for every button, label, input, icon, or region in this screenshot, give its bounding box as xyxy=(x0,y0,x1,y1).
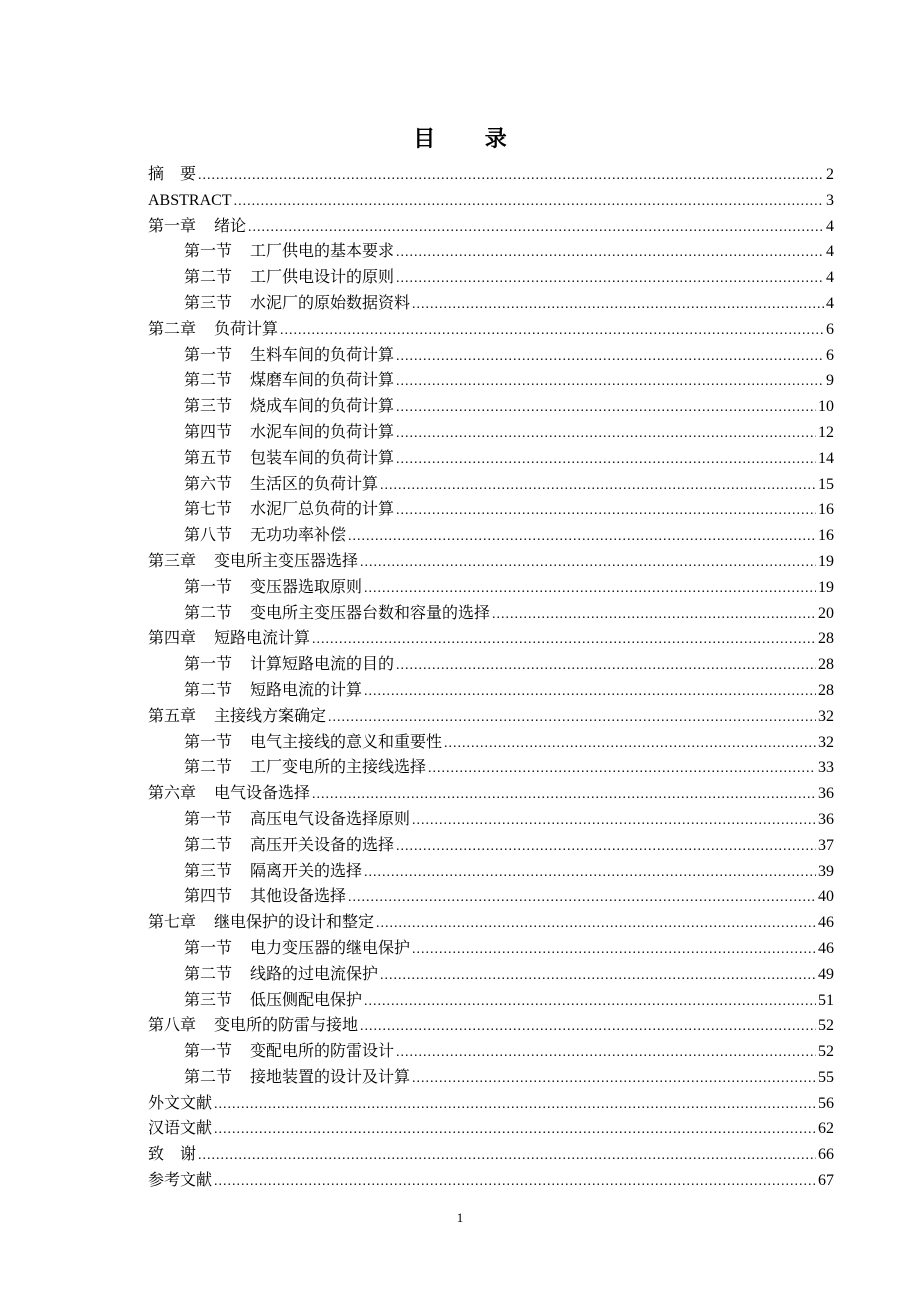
toc-chapter-entry[interactable] xyxy=(148,162,834,188)
toc-leader-dots xyxy=(492,602,816,628)
toc-entry-number: 第二节 xyxy=(184,372,233,390)
toc-page-number: 16 xyxy=(818,501,834,519)
toc-leader-dots xyxy=(380,963,816,989)
toc-entry-label xyxy=(148,317,278,343)
toc-chapter-entry[interactable] xyxy=(148,214,834,240)
toc-entry-number: 第一节 xyxy=(184,1043,233,1061)
toc-page-number: 4 xyxy=(826,243,834,261)
toc-entry-number: 第四节 xyxy=(184,888,233,906)
toc-section-entry[interactable] xyxy=(148,575,834,601)
toc-section-entry[interactable] xyxy=(148,988,834,1014)
toc-page-number: 20 xyxy=(818,604,834,622)
toc-entry-title: 水泥厂的原始数据资料 xyxy=(250,294,411,312)
toc-page-number: 51 xyxy=(818,991,834,1009)
toc-page-number: 52 xyxy=(818,1017,834,1035)
toc-entry-number: 第三节 xyxy=(184,398,233,416)
toc-entry-label xyxy=(184,601,490,627)
toc-section-entry[interactable] xyxy=(148,239,834,265)
toc-entry-number: 第二节 xyxy=(184,269,233,287)
toc-entry-title: 生活区的负荷计算 xyxy=(250,475,379,493)
toc-chapter-entry[interactable] xyxy=(148,317,834,343)
toc-entry-label xyxy=(148,1013,358,1039)
toc-page-number: 33 xyxy=(818,759,834,777)
toc-entry-number: 第二节 xyxy=(184,681,233,699)
toc-entry-number: 第八章 xyxy=(148,1017,197,1035)
toc-entry-label xyxy=(184,523,346,549)
toc-entry-label xyxy=(148,626,310,652)
toc-page-number: 4 xyxy=(826,294,834,312)
toc-entry-label xyxy=(184,239,394,265)
toc-entry-title: 变电所主变压器台数和容量的选择 xyxy=(250,604,491,622)
toc-section-entry[interactable] xyxy=(148,884,834,910)
toc-entry-title: 计算短路电流的目的 xyxy=(250,656,395,674)
toc-entry-label xyxy=(184,807,410,833)
toc-entry-label xyxy=(148,214,246,240)
toc-leader-dots xyxy=(198,163,824,189)
toc-page-number: 6 xyxy=(826,346,834,364)
toc-page-number: 6 xyxy=(826,320,834,338)
toc-page-number: 32 xyxy=(818,733,834,751)
toc-page-number: 66 xyxy=(818,1146,834,1164)
toc-entry-label xyxy=(184,859,362,885)
toc-entry-title: 电气主接线的意义和重要性 xyxy=(250,733,443,751)
toc-entry-number: 外文文献 xyxy=(148,1094,213,1112)
toc-page-number: 39 xyxy=(818,862,834,880)
toc-page-number: 67 xyxy=(818,1172,834,1190)
toc-leader-dots xyxy=(396,266,824,292)
toc-leader-dots xyxy=(396,653,816,679)
toc-section-entry[interactable] xyxy=(148,859,834,885)
toc-entry-number: 第二节 xyxy=(184,836,233,854)
toc-entry-number: 第一节 xyxy=(184,243,233,261)
toc-entry-number: 第八节 xyxy=(184,527,233,545)
toc-page-number: 46 xyxy=(818,914,834,932)
toc-leader-dots xyxy=(396,240,824,266)
toc-entry-number: 致 谢 xyxy=(148,1146,197,1164)
toc-leader-dots xyxy=(328,705,816,731)
toc-entry-label xyxy=(184,962,378,988)
toc-entry-title: 负荷计算 xyxy=(214,320,279,338)
toc-entry-number: 第二节 xyxy=(184,965,233,983)
toc-entry-number: 参考文献 xyxy=(148,1172,213,1190)
toc-entry-title: 其他设备选择 xyxy=(250,888,347,906)
toc-entry-label xyxy=(148,704,326,730)
toc-entry-title: 高压电气设备选择原则 xyxy=(250,810,411,828)
toc-section-entry[interactable] xyxy=(148,368,834,394)
table-of-contents xyxy=(148,162,834,1194)
toc-entry-number: 第一节 xyxy=(184,346,233,364)
toc-entry-label xyxy=(148,1168,212,1194)
toc-entry-number: 第七节 xyxy=(184,501,233,519)
toc-entry-label xyxy=(184,1065,410,1091)
toc-entry-title: 绪论 xyxy=(214,217,247,235)
toc-chapter-entry[interactable] xyxy=(148,781,834,807)
toc-leader-dots xyxy=(396,395,816,421)
toc-entry-number: 第一节 xyxy=(184,578,233,596)
toc-page-number: 46 xyxy=(818,939,834,957)
toc-page-number: 28 xyxy=(818,630,834,648)
toc-entry-title: 变电所主变压器选择 xyxy=(214,552,359,570)
toc-page-number: 28 xyxy=(818,681,834,699)
toc-entry-number: ABSTRACT xyxy=(148,191,232,209)
toc-entry-title: 水泥车间的负荷计算 xyxy=(250,423,395,441)
toc-page-number: 37 xyxy=(818,836,834,854)
toc-section-entry[interactable] xyxy=(148,652,834,678)
toc-page-number: 62 xyxy=(818,1120,834,1138)
toc-entry-number: 第二章 xyxy=(148,320,197,338)
toc-entry-title: 变电所的防雷与接地 xyxy=(214,1017,359,1035)
toc-page-number: 19 xyxy=(818,578,834,596)
toc-entry-title: 工厂变电所的主接线选择 xyxy=(250,759,427,777)
toc-section-entry[interactable] xyxy=(148,962,834,988)
toc-leader-dots xyxy=(348,524,816,550)
toc-entry-number: 第二节 xyxy=(184,1068,233,1086)
toc-section-entry[interactable] xyxy=(148,678,834,704)
toc-entry-number: 摘 要 xyxy=(148,166,197,183)
toc-entry-number: 第三节 xyxy=(184,294,233,312)
toc-section-entry[interactable] xyxy=(148,472,834,498)
toc-entry-label xyxy=(184,575,362,601)
toc-entry-title: 生料车间的负荷计算 xyxy=(250,346,395,364)
toc-entry-label xyxy=(184,652,394,678)
toc-page-number: 36 xyxy=(818,810,834,828)
toc-leader-dots xyxy=(412,292,824,318)
toc-entry-title: 电力变压器的继电保护 xyxy=(250,939,411,957)
toc-entry-label xyxy=(184,884,346,910)
toc-entry-title: 煤磨车间的负荷计算 xyxy=(250,372,395,390)
toc-leader-dots xyxy=(396,834,816,860)
toc-leader-dots xyxy=(396,447,816,473)
toc-chapter-entry[interactable] xyxy=(148,704,834,730)
toc-entry-title: 接地装置的设计及计算 xyxy=(250,1068,411,1086)
toc-entry-label xyxy=(184,394,394,420)
toc-entry-label xyxy=(148,910,374,936)
toc-entry-label xyxy=(184,472,378,498)
toc-entry-label xyxy=(184,988,362,1014)
toc-entry-number: 第二节 xyxy=(184,604,233,622)
toc-entry-label xyxy=(148,1116,212,1142)
toc-entry-number: 第一节 xyxy=(184,810,233,828)
toc-chapter-entry[interactable] xyxy=(148,910,834,936)
toc-entry-title: 短路电流计算 xyxy=(214,630,311,648)
toc-entry-title: 高压开关设备的选择 xyxy=(250,836,395,854)
toc-leader-dots xyxy=(312,627,816,653)
toc-section-entry[interactable] xyxy=(148,265,834,291)
toc-leader-dots xyxy=(234,189,824,215)
toc-page-number: 40 xyxy=(818,888,834,906)
toc-entry-label xyxy=(148,162,196,188)
toc-page-number: 12 xyxy=(818,423,834,441)
toc-page-number: 9 xyxy=(826,372,834,390)
toc-leader-dots xyxy=(396,369,824,395)
toc-leader-dots xyxy=(364,576,816,602)
toc-entry-label xyxy=(184,497,394,523)
toc-entry-label xyxy=(148,1142,196,1168)
toc-section-entry[interactable] xyxy=(148,446,834,472)
toc-entry-number: 第一节 xyxy=(184,656,233,674)
toc-chapter-entry[interactable] xyxy=(148,549,834,575)
toc-page-number: 15 xyxy=(818,475,834,493)
toc-entry-label xyxy=(148,188,232,214)
toc-entry-label xyxy=(184,1039,394,1065)
toc-entry-label xyxy=(148,549,358,575)
toc-chapter-entry[interactable] xyxy=(148,188,834,214)
toc-section-entry[interactable] xyxy=(148,394,834,420)
toc-entry-title: 隔离开关的选择 xyxy=(250,862,363,880)
toc-page-number: 28 xyxy=(818,656,834,674)
toc-section-entry[interactable] xyxy=(148,497,834,523)
toc-entry-title: 水泥厂总负荷的计算 xyxy=(250,501,395,519)
toc-chapter-entry[interactable] xyxy=(148,1142,834,1168)
toc-page-number: 55 xyxy=(818,1068,834,1086)
toc-leader-dots xyxy=(214,1169,816,1195)
toc-entry-number: 第一节 xyxy=(184,939,233,957)
toc-section-entry[interactable] xyxy=(148,291,834,317)
toc-section-entry[interactable] xyxy=(148,807,834,833)
toc-entry-number: 第三节 xyxy=(184,862,233,880)
toc-leader-dots xyxy=(396,498,816,524)
toc-entry-number: 汉语文献 xyxy=(148,1120,213,1138)
toc-page-number: 52 xyxy=(818,1043,834,1061)
toc-leader-dots xyxy=(364,679,816,705)
toc-entry-number: 第一节 xyxy=(184,733,233,751)
toc-entry-title: 短路电流的计算 xyxy=(250,681,363,699)
document-title: 目 录 xyxy=(413,126,529,151)
toc-section-entry[interactable] xyxy=(148,755,834,781)
toc-page-number: 10 xyxy=(818,398,834,416)
toc-entry-title: 主接线方案确定 xyxy=(214,707,327,725)
toc-entry-label xyxy=(184,291,410,317)
toc-entry-label xyxy=(184,730,442,756)
toc-leader-dots xyxy=(396,344,824,370)
toc-page-number: 3 xyxy=(826,191,834,209)
toc-entry-number: 第三节 xyxy=(184,991,233,1009)
toc-entry-number: 第四章 xyxy=(148,630,197,648)
toc-section-entry[interactable] xyxy=(148,420,834,446)
toc-leader-dots xyxy=(428,756,816,782)
toc-entry-number: 第七章 xyxy=(148,914,197,932)
toc-chapter-entry[interactable] xyxy=(148,1013,834,1039)
toc-section-entry[interactable] xyxy=(148,343,834,369)
toc-leader-dots xyxy=(312,782,816,808)
toc-entry-number: 第四节 xyxy=(184,423,233,441)
toc-leader-dots xyxy=(214,1092,816,1118)
toc-entry-title: 工厂供电的基本要求 xyxy=(250,243,395,261)
toc-chapter-entry[interactable] xyxy=(148,1168,834,1194)
toc-leader-dots xyxy=(248,215,824,241)
toc-entry-number: 第二节 xyxy=(184,759,233,777)
toc-page-number: 32 xyxy=(818,707,834,725)
toc-leader-dots xyxy=(444,731,816,757)
toc-leader-dots xyxy=(396,1040,816,1066)
page-number: 1 xyxy=(456,1210,464,1225)
toc-section-entry[interactable] xyxy=(148,833,834,859)
toc-leader-dots xyxy=(364,989,816,1015)
toc-section-entry[interactable] xyxy=(148,1039,834,1065)
toc-entry-label xyxy=(184,343,394,369)
toc-section-entry[interactable] xyxy=(148,730,834,756)
toc-page-number: 2 xyxy=(826,166,834,183)
toc-page-number: 56 xyxy=(818,1094,834,1112)
toc-entry-label xyxy=(184,678,362,704)
toc-chapter-entry[interactable] xyxy=(148,1091,834,1117)
toc-entry-label xyxy=(184,368,394,394)
toc-leader-dots xyxy=(396,421,816,447)
toc-section-entry[interactable] xyxy=(148,523,834,549)
toc-page-number: 49 xyxy=(818,965,834,983)
toc-leader-dots xyxy=(214,1117,816,1143)
toc-leader-dots xyxy=(376,911,816,937)
toc-entry-label xyxy=(184,936,410,962)
toc-leader-dots xyxy=(412,808,816,834)
toc-entry-title: 线路的过电流保护 xyxy=(250,965,379,983)
toc-leader-dots xyxy=(412,1066,816,1092)
toc-entry-label xyxy=(184,755,426,781)
toc-entry-label xyxy=(148,1091,212,1117)
toc-page-number: 14 xyxy=(818,449,834,467)
toc-section-entry[interactable] xyxy=(148,1065,834,1091)
toc-entry-label xyxy=(184,833,394,859)
toc-entry-label xyxy=(148,781,310,807)
toc-page-number: 4 xyxy=(826,269,834,287)
toc-entry-title: 变配电所的防雷设计 xyxy=(250,1043,395,1061)
toc-entry-title: 烧成车间的负荷计算 xyxy=(250,398,395,416)
toc-entry-label xyxy=(184,446,394,472)
toc-entry-title: 无功功率补偿 xyxy=(250,527,347,545)
toc-section-entry[interactable] xyxy=(148,936,834,962)
toc-entry-title: 继电保护的设计和整定 xyxy=(214,914,375,932)
toc-entry-number: 第六节 xyxy=(184,475,233,493)
toc-page-number: 4 xyxy=(826,217,834,235)
toc-entry-number: 第三章 xyxy=(148,552,197,570)
toc-page-number: 36 xyxy=(818,785,834,803)
toc-leader-dots xyxy=(198,1143,816,1169)
toc-leader-dots xyxy=(380,473,816,499)
toc-entry-number: 第六章 xyxy=(148,785,197,803)
toc-page-number: 19 xyxy=(818,552,834,570)
toc-entry-title: 变压器选取原则 xyxy=(250,578,363,596)
toc-section-entry[interactable] xyxy=(148,601,834,627)
toc-leader-dots xyxy=(348,885,816,911)
toc-leader-dots xyxy=(364,860,816,886)
toc-entry-number: 第一章 xyxy=(148,217,197,235)
toc-entry-label xyxy=(184,265,394,291)
toc-entry-number: 第五章 xyxy=(148,707,197,725)
toc-leader-dots xyxy=(280,318,824,344)
toc-leader-dots xyxy=(360,550,816,576)
toc-leader-dots xyxy=(360,1014,816,1040)
toc-chapter-entry[interactable] xyxy=(148,1116,834,1142)
toc-entry-title: 工厂供电设计的原则 xyxy=(250,269,395,287)
toc-entry-label xyxy=(184,420,394,446)
toc-page-number: 16 xyxy=(818,527,834,545)
toc-entry-number: 第五节 xyxy=(184,449,233,467)
toc-entry-title: 低压侧配电保护 xyxy=(250,991,363,1009)
toc-leader-dots xyxy=(412,937,816,963)
toc-entry-title: 电气设备选择 xyxy=(214,785,311,803)
toc-entry-title: 包装车间的负荷计算 xyxy=(250,449,395,467)
toc-chapter-entry[interactable] xyxy=(148,626,834,652)
